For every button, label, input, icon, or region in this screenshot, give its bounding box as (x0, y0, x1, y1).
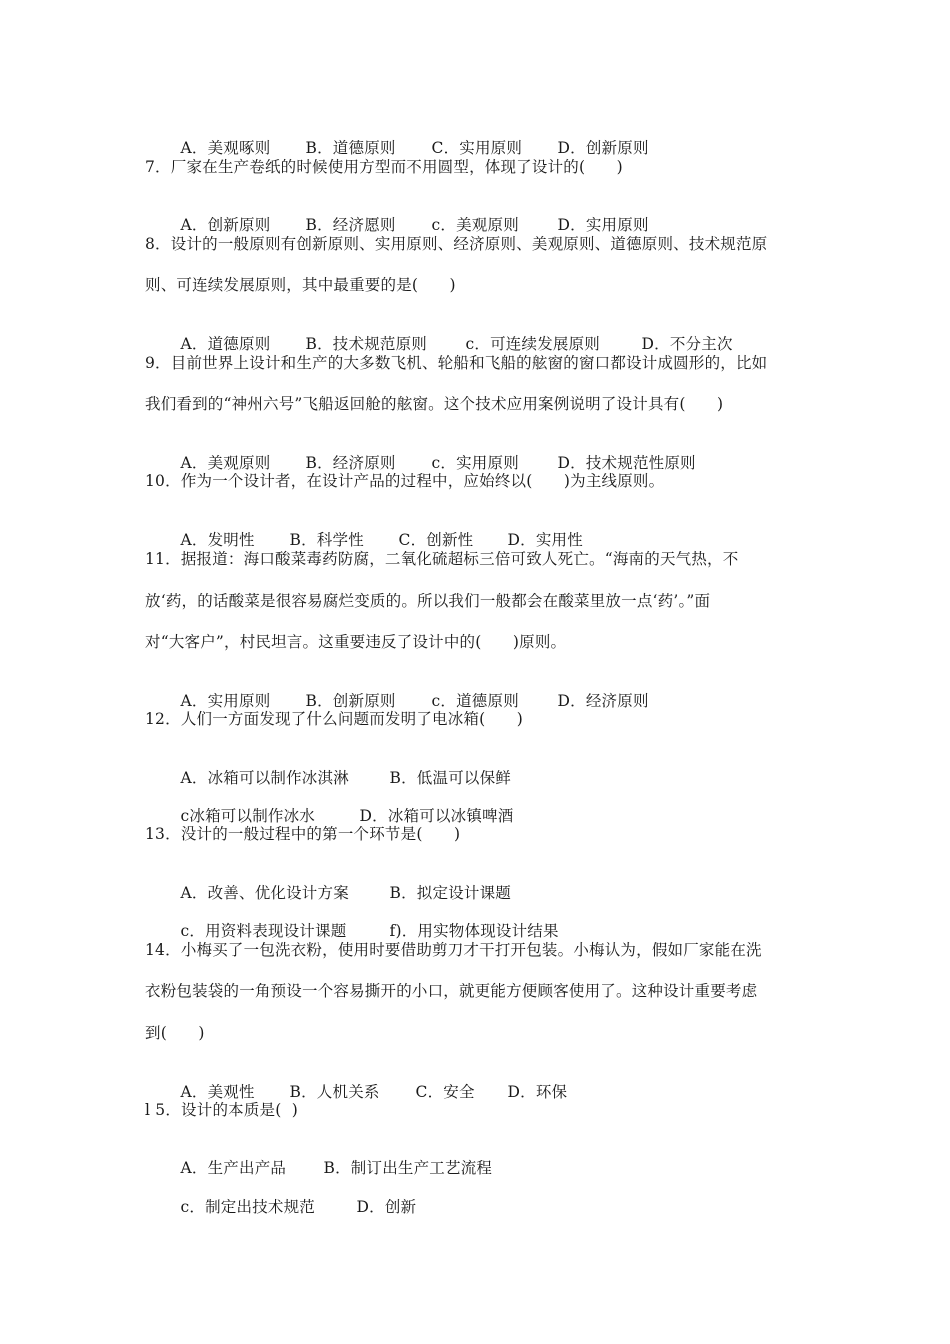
option-c: c．用资料表现设计课题 (180, 922, 347, 940)
option-d: D．创新 (356, 1198, 417, 1216)
option-a: A．生产出产品 (180, 1159, 287, 1177)
option-b: B．低温可以保鲜 (389, 769, 512, 787)
option-a: A．美观性 (180, 1083, 255, 1101)
option-a: A．创新原则 (180, 216, 271, 234)
option-a: A．美观啄则 (180, 139, 271, 157)
option-d: D．环保 (507, 1083, 568, 1101)
option-b: B．经济愿则 (305, 216, 396, 234)
option-a: A．改善、优化设计方案 (180, 884, 349, 902)
option-b: B．科学性 (289, 531, 364, 549)
option-a: A．道德原则 (180, 335, 271, 353)
option-a: A．美观原则 (180, 454, 271, 472)
option-b: B．人机关系 (289, 1083, 380, 1101)
question-14-line2: 衣粉包装袋的一角预设一个容易撕开的小口，就更能方便顾客使用了。这种设计重要考虑 (145, 982, 758, 1000)
question-12: 12．人们一方面发现了什么问题而发明了电冰箱( ) (145, 710, 524, 728)
question-14-line1: 14．小梅买了一包洗衣粉，使用时要借助剪刀才干打开包装。小梅认为，假如厂家能在洗 (145, 941, 762, 959)
question-11-line3: 对“大客户”，村民坦言。这重要违反了设计中的( )原则。 (145, 633, 567, 651)
option-b: B．技术规范原则 (305, 335, 428, 353)
question-9-line1: 9．目前世界上设计和生产的大多数飞机、轮船和飞船的舷窗的窗口都设计成圆形的，比如 (145, 354, 768, 372)
options-q15-row2 (160, 1177, 416, 1237)
option-c: c．制定出技术规范 (180, 1198, 315, 1216)
question-13: 13．没计的一般过程中的第一个环节是( ) (145, 825, 461, 843)
option-c: C．创新性 (398, 531, 474, 549)
option-d: D．实用原则 (557, 216, 649, 234)
option-a: A．发明性 (180, 531, 255, 549)
option-d: D．实用性 (507, 531, 583, 549)
question-8-line1: 8．设计的一般原则有创新原则、实用原则、经济原则、美观原则、道德原则、技术规范原 (145, 235, 768, 253)
question-15: l 5．设计的本质是( ) (145, 1101, 298, 1119)
option-c: c．道德原则 (431, 692, 519, 710)
option-b: B．道德原则 (305, 139, 396, 157)
option-b: B．拟定设计课题 (389, 884, 512, 902)
question-10: 10．作为一个设计者，在设计产品的过程中，应始终以( )为主线原则。 (145, 472, 665, 490)
question-11-line2: 放‘药，的话酸菜是很容易腐烂变质的。所以我们一般都会在酸菜里放一点‘药’。”面 (145, 592, 711, 610)
question-7: 7．厂家在生产卷纸的时候使用方型而不用圆型，体现了设计的( ) (145, 158, 623, 176)
question-9-line2: 我们看到的“神州六号”飞船返回舱的舷窗。这个技术应用案例说明了设计具有( ) (145, 395, 724, 413)
option-a: A．实用原则 (180, 692, 271, 710)
option-d: f)．用实物体现设计结果 (389, 922, 559, 940)
question-11-line1: 11．据报道：海口酸菜毒药防腐，二氧化硫超标三倍可致人死亡。“海南的天气热，不 (145, 550, 739, 568)
option-c: C．安全 (415, 1083, 475, 1101)
option-d: D．创新原则 (557, 139, 649, 157)
option-a: A．冰箱可以制作冰淇淋 (180, 769, 349, 787)
option-b: B．创新原则 (305, 692, 396, 710)
option-c: c冰箱可以制作冰水 (180, 807, 315, 825)
option-c: C．实用原则 (431, 139, 523, 157)
option-d: D．技术规范性原则 (557, 454, 696, 472)
option-c: c．可连续发展原则 (465, 335, 600, 353)
option-c: c．实用原则 (431, 454, 519, 472)
option-d: D．不分主次 (641, 335, 733, 353)
question-8-line2: 则、可连续发展原则，其中最重要的是( ) (145, 276, 456, 294)
option-d: D．冰箱可以冰镇啤酒 (359, 807, 514, 825)
option-b: B．经济原则 (305, 454, 396, 472)
option-d: D．经济原则 (557, 692, 649, 710)
question-14-line3: 到( ) (145, 1024, 205, 1042)
option-b: B．制订出生产工艺流程 (323, 1159, 493, 1177)
option-c: c．美观原则 (431, 216, 519, 234)
